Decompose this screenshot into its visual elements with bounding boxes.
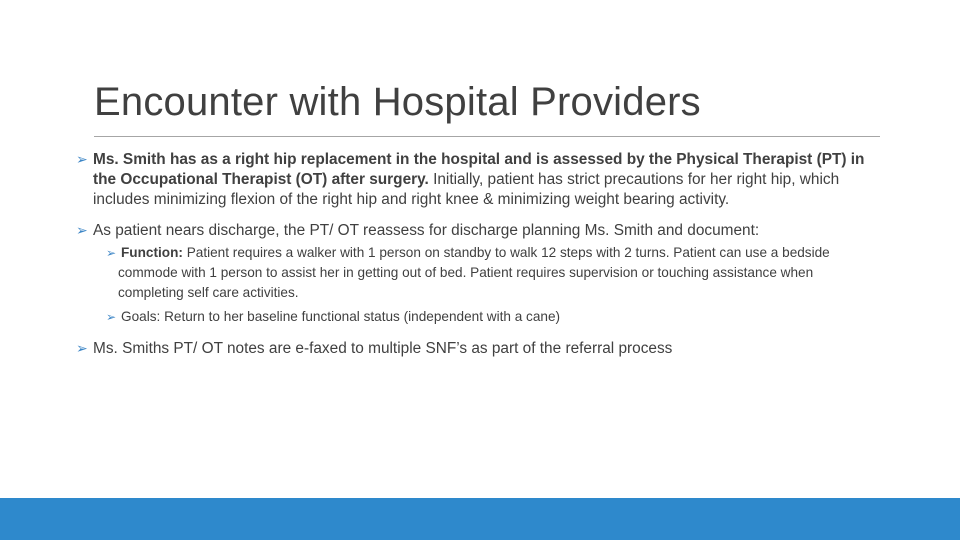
bullet-item-2	[76, 221, 876, 241]
bullet-1-bold-text: Ms. Smith has as a right hip replacement in the hospital and is assessed by the Physical Therapist (PT) in the Occupational Therapist (OT) after surgery.	[93, 151, 865, 188]
bullet-2-text: As patient nears discharge, the PT/ OT reassess for discharge planning Ms. Smith and document:	[93, 222, 760, 239]
bullet-item-3	[76, 339, 876, 359]
sub-bullet-goals-text: Goals: Return to her baseline functional status (independent with a cane)	[121, 309, 561, 324]
sub-bullet-function	[106, 243, 876, 303]
footer-accent-bar	[0, 498, 960, 540]
right-arrow-bullet-icon: ➢	[76, 341, 88, 357]
sub-bullet-function-text: Patient requires a walker with 1 person on standby to walk 12 steps with 2 turns. Patient can use a bedside commode with 1 person to assist her in getting out of bed. Patient requires supervision or touching assistance when completing self care activities.	[118, 245, 830, 300]
bullet-3-text: Ms. Smiths PT/ OT notes are e-faxed to multiple SNF’s as part of the referral process	[93, 340, 673, 357]
bullet-1-text: Initially, patient has strict precautions for her right hip, which includes minimizing flexion of the right hip and right knee & minimizing weight bearing activity.	[93, 171, 840, 208]
right-arrow-bullet-icon: ➢	[106, 310, 117, 324]
right-arrow-bullet-icon: ➢	[76, 223, 88, 239]
title-divider	[94, 136, 880, 137]
right-arrow-bullet-icon: ➢	[76, 152, 88, 168]
slide-title: Encounter with Hospital Providers	[94, 80, 701, 124]
right-arrow-bullet-icon: ➢	[106, 246, 117, 260]
sub-bullet-function-label: Function:	[121, 245, 183, 260]
sub-bullet-goals	[106, 307, 876, 327]
bullet-item-1	[76, 150, 876, 210]
slide-content	[76, 150, 876, 370]
